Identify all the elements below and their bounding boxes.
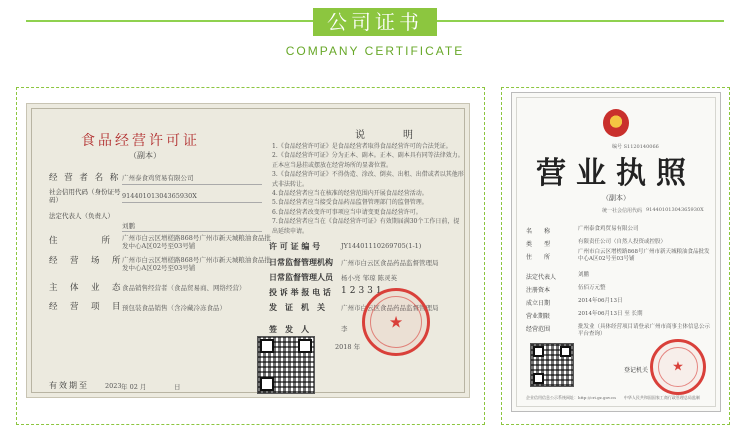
value-company-type: 有限责任公司（自然人投资或控股）	[578, 239, 667, 245]
label-business-scope: 经营范围	[526, 326, 551, 333]
qr-corner	[298, 339, 312, 353]
business-license-certificate	[511, 92, 721, 412]
section-title: 公司证书	[313, 8, 437, 36]
label-residence: 住 所	[49, 236, 113, 246]
business-license-title: 营业执照	[536, 156, 696, 191]
official-seal	[362, 288, 430, 356]
label-license-number: 许 可 证 编 号	[269, 241, 321, 251]
label-company-name: 名 称	[526, 228, 551, 235]
qr-corner	[533, 346, 544, 357]
footer-note: 企业信用信息公示系统网址：http://cri.gz.gov.cn 中华人民共和国国家工商行政管理总局监制	[526, 395, 700, 400]
value-valid-until-month: 年 02 月	[121, 383, 147, 391]
seal-star-icon: ★	[388, 312, 404, 332]
food-license-qr-code	[257, 336, 315, 394]
label-signer: 签 发 人	[269, 324, 309, 334]
national-emblem-icon: ★	[603, 109, 629, 137]
value-residence: 广州市白云区增槎路868号广州市新天城粮油食品批发中心A区02号至03号铺	[122, 234, 271, 250]
explanation-title: 说 明	[355, 130, 419, 141]
label-company-type: 类 型	[526, 241, 551, 248]
header-line-right	[437, 20, 724, 22]
value-address: 广州市白云区增槎路868号广州市新天城粮油食品批发中心A区02号至03号铺	[578, 249, 710, 262]
explanation-item: 6.食品经营者改变许可事项应当申请变更食品经营许可。	[272, 208, 422, 216]
header-line-left	[26, 20, 313, 22]
value-business-type: 食品销售经营者（食品贸易商、网络经营）	[122, 284, 246, 292]
value-hotline: 12331	[341, 286, 385, 296]
value-valid-until-day: 日	[174, 383, 181, 391]
label-business-term: 营业期限	[526, 313, 551, 320]
explanation-item: 2.《食品经营许可证》分为正本、副本。正本、副本具有同等法律效力。正本应当悬挂或摆放在经营场所的显著位置。	[272, 152, 464, 169]
label-hotline: 投 诉 举 报 电 话	[269, 287, 331, 297]
value-legal-rep: 刘鹏	[122, 222, 135, 230]
label-valid-until: 有效期至	[49, 381, 89, 390]
value-business-items: 预包装食品销售（含冷藏冷冻食品）	[122, 304, 226, 312]
value-business-term: 2014年06月13日 至 长期	[578, 311, 643, 317]
label-premises: 经 营 场 所	[49, 256, 123, 266]
value-premises: 广州市白云区增槎路868号广州市新天城粮油食品批发中心A区02号至03号铺	[122, 256, 271, 272]
value-company-name: 广州泰食鸡贸易有限公司	[578, 226, 639, 232]
business-license-copy-label: （副本）	[602, 194, 630, 202]
food-license-title: 食品经营许可证	[81, 133, 200, 149]
explanation-item: 7.食品经营者应当在《食品经营许可证》有效期届满30个工作日前，提出延续申请。	[272, 218, 460, 235]
seal-star-icon: ★	[672, 359, 684, 375]
label-issuer: 发 证 机 关	[269, 302, 325, 312]
value-signer: 李	[341, 325, 348, 333]
section-subtitle: COMPANY CERTIFICATE	[285, 44, 465, 58]
serial-number: 编号 S1120140066	[612, 144, 659, 150]
label-legal-rep: 法定代表人	[526, 274, 557, 281]
qr-corner	[533, 373, 544, 384]
explanation-text	[272, 142, 464, 236]
explanation-item: 5.食品经营者应当接受食品药品监督管理部门的监督管理。	[272, 199, 428, 207]
label-business-items: 经 营 项 目	[49, 302, 123, 312]
issue-date: 2018 年	[335, 343, 361, 351]
explanation-item: 1.《食品经营许可证》是食品经营者取得食品经营许可的合法凭证。	[272, 143, 452, 150]
business-license-qr-code	[530, 343, 574, 387]
label-daily-authority: 日常监督管理机构	[269, 257, 333, 267]
food-license-certificate	[26, 103, 470, 398]
value-daily-authority: 广州市白云区食品药品监督管理局	[341, 259, 439, 267]
label-operator-name: 经 营 者 名 称	[49, 173, 121, 183]
qr-corner	[260, 339, 274, 353]
value-established-date: 2014年06月13日	[578, 298, 623, 304]
explanation-item: 4.食品经营者应当在核准的经营范围内开展食品经营活动。	[272, 190, 428, 198]
value-registered-capital: 伍佰万元整	[578, 285, 606, 291]
label-daily-staff: 日常监督管理人员	[269, 272, 333, 282]
registration-seal	[650, 339, 706, 395]
value-daily-staff: 杨小亮 邹琼 陈灵英	[341, 274, 398, 282]
label-credit-code: 社会信用代码（身份证号码）	[49, 188, 121, 204]
explanation-item: 3.《食品经营许可证》不得伪造、涂改、倒卖、出租、出借或者以其他形式非法转让。	[272, 171, 464, 188]
value-license-number: JY14401110269705(1-1)	[341, 242, 422, 250]
value-legal-rep: 刘鹏	[578, 272, 590, 278]
value-valid-until-year: 2023	[105, 382, 122, 390]
value-business-scope: 批发业（具体经营项目请登录广州市商事主体信息公示平台查询）	[578, 324, 711, 337]
field-underline	[122, 184, 262, 185]
field-underline	[122, 231, 262, 232]
value-issuer: 广州市白云区食品药品监督管理局	[341, 304, 439, 312]
label-registration-authority: 登记机关	[624, 367, 649, 374]
value-credit-code: 91440101304365930X	[646, 207, 704, 213]
label-credit-code: 统一社会信用代码	[602, 208, 643, 214]
qr-corner	[260, 377, 274, 391]
qr-corner	[560, 346, 571, 357]
label-business-type: 主 体 业 态	[49, 283, 123, 293]
label-legal-rep: 法定代表人（负责人）	[49, 212, 114, 220]
label-registered-capital: 注册资本	[526, 287, 551, 294]
value-credit-code: 91440101304365930X	[122, 192, 197, 200]
value-operator-name: 广州泰食鸡贸易有限公司	[122, 174, 194, 182]
food-license-copy-label: （副本）	[129, 151, 161, 160]
label-established-date: 成立日期	[526, 300, 551, 307]
label-address: 住 所	[526, 254, 551, 261]
field-underline	[122, 202, 262, 203]
